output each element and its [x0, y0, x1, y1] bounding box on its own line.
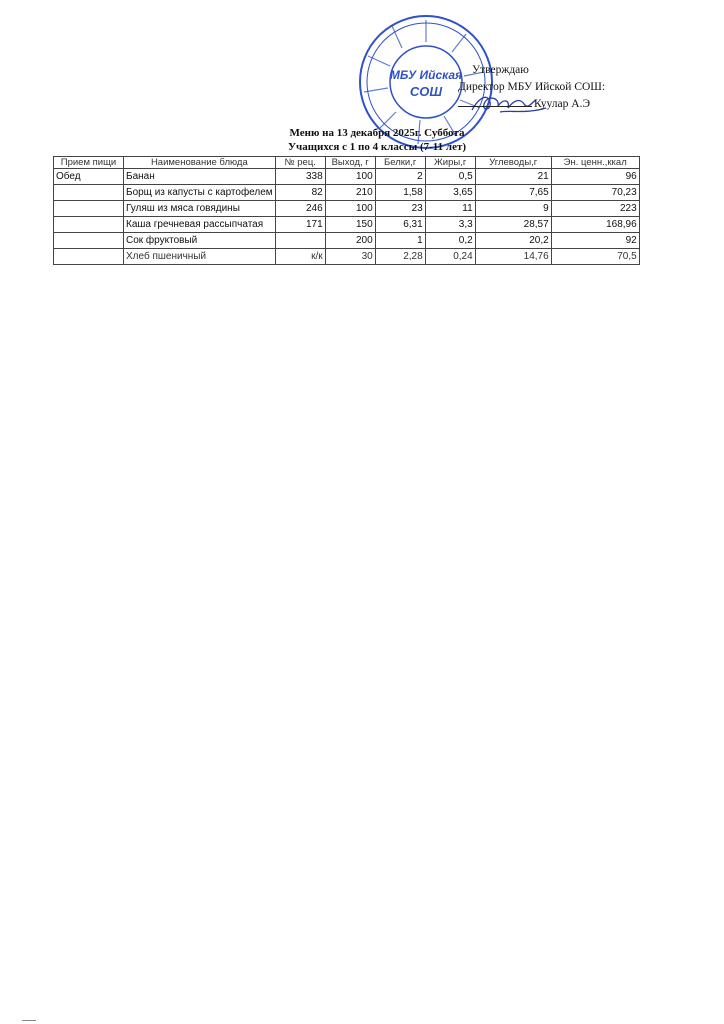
cell-dish: Банан [124, 169, 276, 185]
stamp-center-top: МБУ Ийская [389, 68, 463, 82]
cell-protein: 23 [375, 201, 425, 217]
cell-carbs: 21 [475, 169, 551, 185]
table-row [54, 169, 640, 185]
cell-meal [54, 185, 124, 201]
cell-protein: 2 [375, 169, 425, 185]
cell-recipe: 338 [275, 169, 325, 185]
menu-title: Меню на 13 декабря 2025г. Суббота [289, 127, 465, 139]
cell-protein: 2,28 [375, 249, 425, 265]
table-header-row [54, 157, 640, 169]
header-output: Выход, г [325, 157, 375, 169]
cell-output: 100 [325, 201, 375, 217]
cell-meal: Обед [54, 169, 124, 185]
header-recipe: № рец. [275, 157, 325, 169]
cell-meal [54, 233, 124, 249]
menu-subtitle: Учащихся с 1 по 4 классы (7-11 лет) [287, 141, 467, 153]
cell-carbs: 20,2 [475, 233, 551, 249]
cell-fat: 3,3 [425, 217, 475, 233]
table-row [54, 201, 640, 217]
header-fat: Жиры,г [425, 157, 475, 169]
cell-fat: 0,24 [425, 249, 475, 265]
cell-output: 100 [325, 169, 375, 185]
cell-dish: Борщ из капусты с картофелем [124, 185, 276, 201]
header-energy: Эн. ценн.,ккал [551, 157, 639, 169]
cell-output: 200 [325, 233, 375, 249]
cell-energy: 70,23 [551, 185, 639, 201]
table-row [54, 249, 640, 265]
stamp-center-bottom: СОШ [409, 84, 443, 99]
cell-energy: 223 [551, 201, 639, 217]
approval-line-1: Утверждаю [472, 64, 529, 76]
cell-fat: 11 [425, 201, 475, 217]
cell-meal [54, 249, 124, 265]
header-dish: Наименование блюда [124, 157, 276, 169]
cell-carbs: 9 [475, 201, 551, 217]
header-meal: Прием пищи [54, 157, 124, 169]
menu-table [53, 156, 640, 265]
cell-recipe: 171 [275, 217, 325, 233]
cell-dish: Гуляш из мяса говядины [124, 201, 276, 217]
cell-protein: 6,31 [375, 217, 425, 233]
cell-carbs: 14,76 [475, 249, 551, 265]
cell-energy: 70,5 [551, 249, 639, 265]
cell-recipe: 246 [275, 201, 325, 217]
table-row [54, 217, 640, 233]
cell-carbs: 28,57 [475, 217, 551, 233]
cell-dish: Хлеб пшеничный [124, 249, 276, 265]
cell-fat: 3,65 [425, 185, 475, 201]
cell-energy: 168,96 [551, 217, 639, 233]
cell-dish: Сок фруктовый [124, 233, 276, 249]
table-row [54, 185, 640, 201]
scan-mark [22, 1020, 36, 1021]
cell-dish: Каша гречневая рассыпчатая [124, 217, 276, 233]
cell-output: 150 [325, 217, 375, 233]
header-protein: Белки,г [375, 157, 425, 169]
approval-block [458, 62, 658, 113]
cell-carbs: 7,65 [475, 185, 551, 201]
cell-energy: 96 [551, 169, 639, 185]
cell-meal [54, 217, 124, 233]
cell-meal [54, 201, 124, 217]
cell-recipe: к/к [275, 249, 325, 265]
approval-line-2: Директор МБУ Ийской СОШ: [458, 81, 606, 93]
cell-fat: 0,5 [425, 169, 475, 185]
signature-line [458, 106, 532, 107]
cell-protein: 1 [375, 233, 425, 249]
cell-protein: 1,58 [375, 185, 425, 201]
cell-fat: 0,2 [425, 233, 475, 249]
director-name: Куулар А.Э [534, 98, 591, 110]
table-row [54, 233, 640, 249]
cell-energy: 92 [551, 233, 639, 249]
cell-recipe: 82 [275, 185, 325, 201]
header-carbs: Углеводы,г [475, 157, 551, 169]
cell-output: 30 [325, 249, 375, 265]
cell-recipe [275, 233, 325, 249]
cell-output: 210 [325, 185, 375, 201]
